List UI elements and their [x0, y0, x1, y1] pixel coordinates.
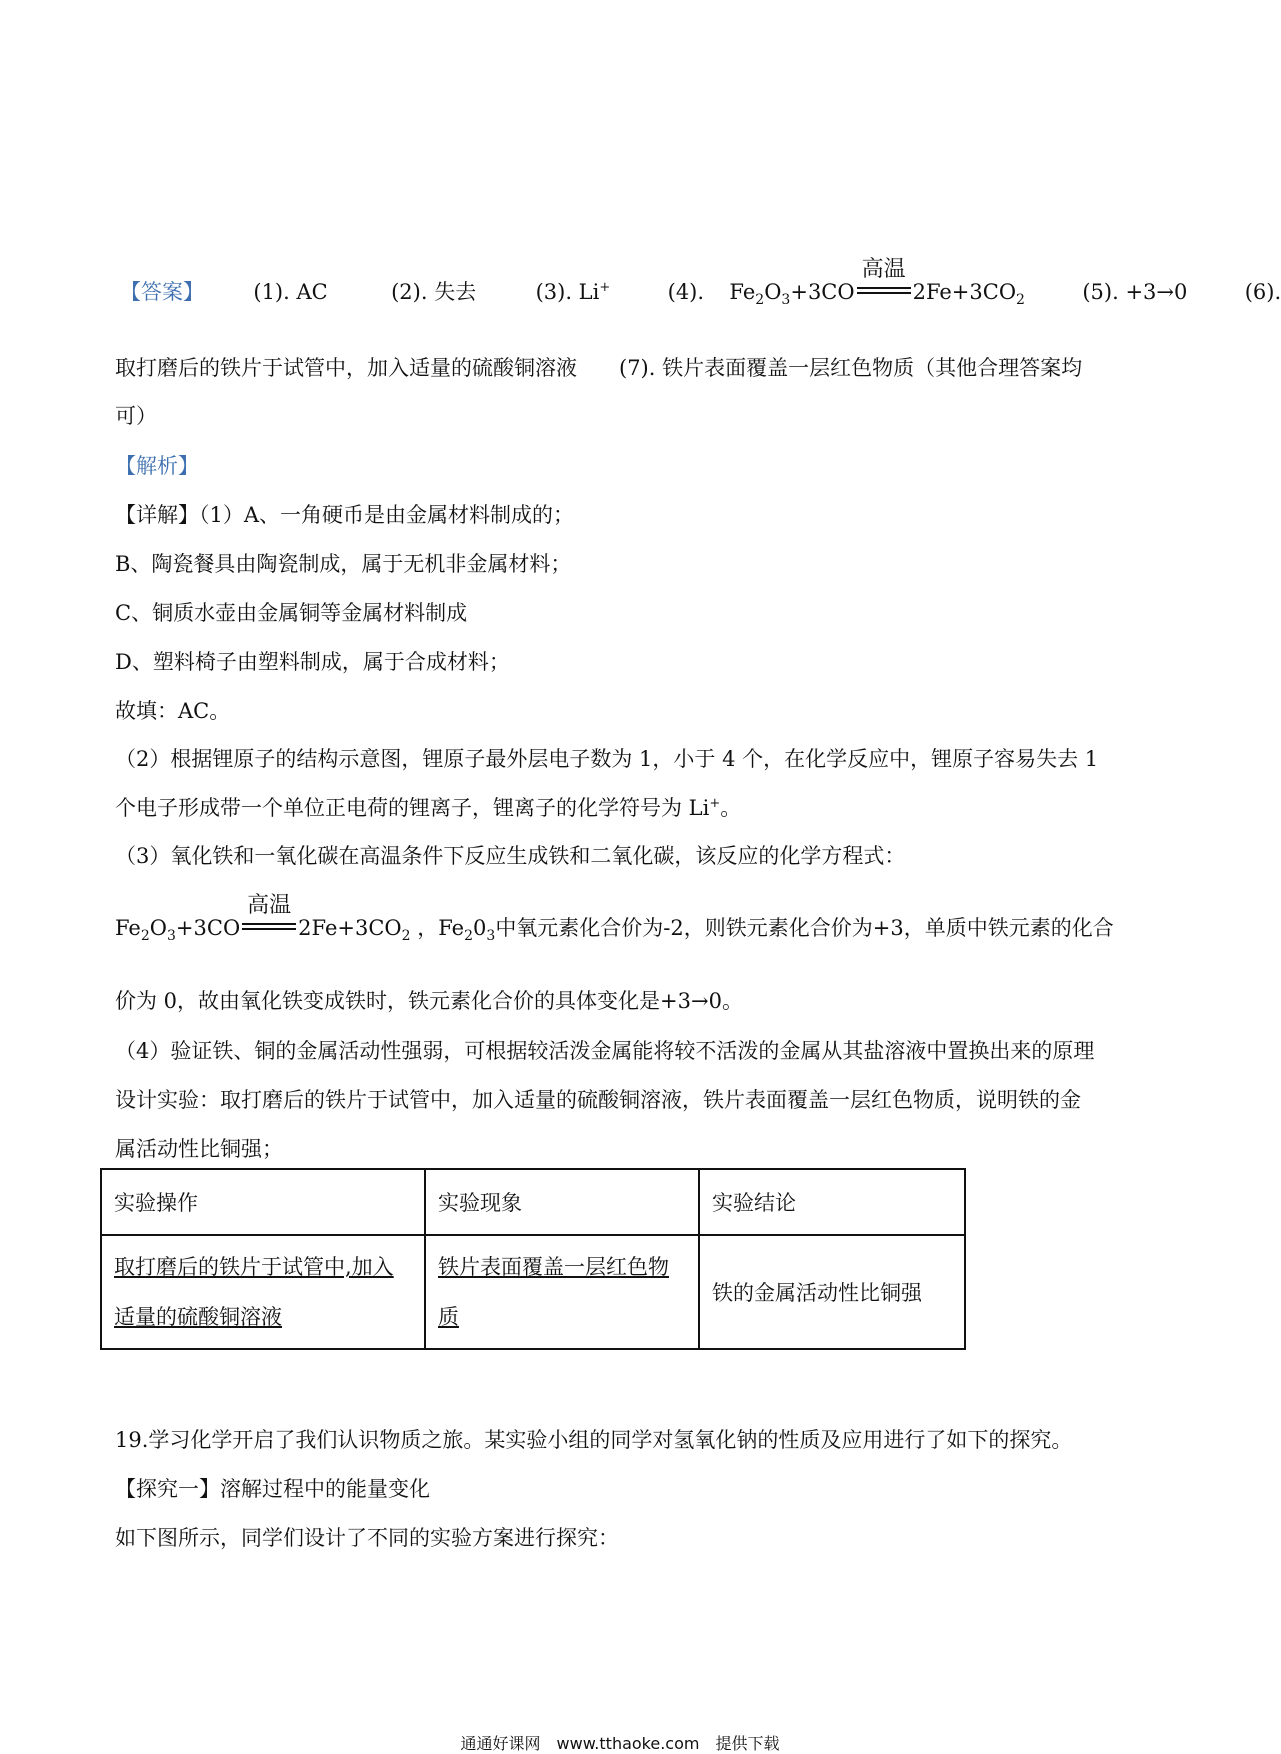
chemical-equation: $Fe_2O_3+3CO$ 高温 $2Fe+3CO_2$: [729, 280, 1025, 308]
text-line-9: $Fe_2O_3+3CO$ 高温 $2Fe+3CO_2$ ，$Fe_20_3$中氧元素化合价为-2，则铁元素化合价为+3，单质中铁元素的化合: [115, 893, 1114, 945]
table-header-phenomenon: 实验现象: [425, 1169, 699, 1235]
answer-item-2: (2). 失去: [391, 280, 477, 304]
answer-line-2: 取打磨后的铁片于试管中，加入适量的硫酸铜溶液 (7). 铁片表面覆盖一层红色物质（其他合理答案均: [115, 356, 1083, 380]
text-line-3: C、铜质水壶由金属铜等金属材料制成: [115, 601, 468, 625]
text-line-7: 个电子形成带一个单位正电荷的锂离子，锂离子的化学符号为 Li+。: [115, 796, 742, 820]
text-line-2: B、陶瓷餐具由陶瓷制成，属于无机非金属材料；: [115, 552, 572, 576]
explore-one-heading: 【探究一】溶解过程中的能量变化: [115, 1477, 430, 1501]
answer-item-1: (1). AC: [253, 280, 328, 304]
table-row: [101, 1235, 965, 1349]
text-line-8: （3）氧化铁和一氧化碳在高温条件下反应生成铁和二氧化碳，该反应的化学方程式：: [115, 844, 906, 868]
table-header-row: [101, 1169, 965, 1235]
table-header-conclusion: 实验结论: [699, 1169, 965, 1235]
table-cell-operation: 取打磨后的铁片于试管中,加入 适量的硫酸铜溶液: [101, 1235, 425, 1349]
reaction-condition: 高温: [861, 257, 906, 282]
answer-item-4: (4).: [667, 280, 705, 304]
text-line-6: （2）根据锂原子的结构示意图，锂原子最外层电子数为 1，小于 4 个，在化学反应中，锂原子容易失去 1: [115, 747, 1099, 771]
text-line-10: 价为 0，故由氧化铁变成铁时，铁元素化合价的具体变化是+3→0。: [115, 989, 743, 1013]
table-cell-conclusion: 铁的金属活动性比铜强: [699, 1235, 965, 1349]
text-line-4: D、塑料椅子由塑料制成，属于合成材料；: [115, 650, 510, 674]
li-charge: +: [599, 280, 611, 295]
explore-one-intro: 如下图所示，同学们设计了不同的实验方案进行探究：: [115, 1526, 619, 1550]
text-line-1: 【详解】（1）A、一角硬币是由金属材料制成的；: [115, 503, 575, 527]
text-line-5: 故填：AC。: [115, 699, 231, 723]
table-cell-phenomenon: 铁片表面覆盖一层红色物 质: [425, 1235, 699, 1349]
answer-line: [120, 257, 1281, 309]
footer-text: 通通好课网 www.tthaoke.com 提供下载: [460, 1734, 780, 1753]
result-table: [100, 1168, 966, 1350]
text-line-11: （4）验证铁、铜的金属活动性强弱，可根据较活泼金属能将较不活泼的金属从其盐溶液中置换出来的原理: [115, 1039, 1095, 1063]
text-line-12: 设计实验：取打磨后的铁片于试管中，加入适量的硫酸铜溶液，铁片表面覆盖一层红色物质，说明铁的金: [115, 1088, 1081, 1112]
answer-item-5: (5). +3→0: [1082, 280, 1188, 304]
answer-item-3: (3). Li: [535, 280, 600, 304]
table-header-operation: 实验操作: [101, 1169, 425, 1235]
answer-tag: 【答案】: [120, 280, 204, 304]
text-line-13: 属活动性比铜强；: [115, 1137, 283, 1161]
answer-line-3: 可）: [115, 404, 157, 428]
analysis-tag: 【解析】: [115, 454, 199, 478]
chemical-equation-2: $Fe_2O_3+3CO$ 高温 $2Fe+3CO_2$: [115, 893, 411, 945]
answer-item-6: (6).: [1244, 280, 1281, 304]
question-19: 19.学习化学开启了我们认识物质之旅。某实验小组的同学对氢氧化钠的性质及应用进行了如下的探究。: [115, 1428, 1073, 1452]
